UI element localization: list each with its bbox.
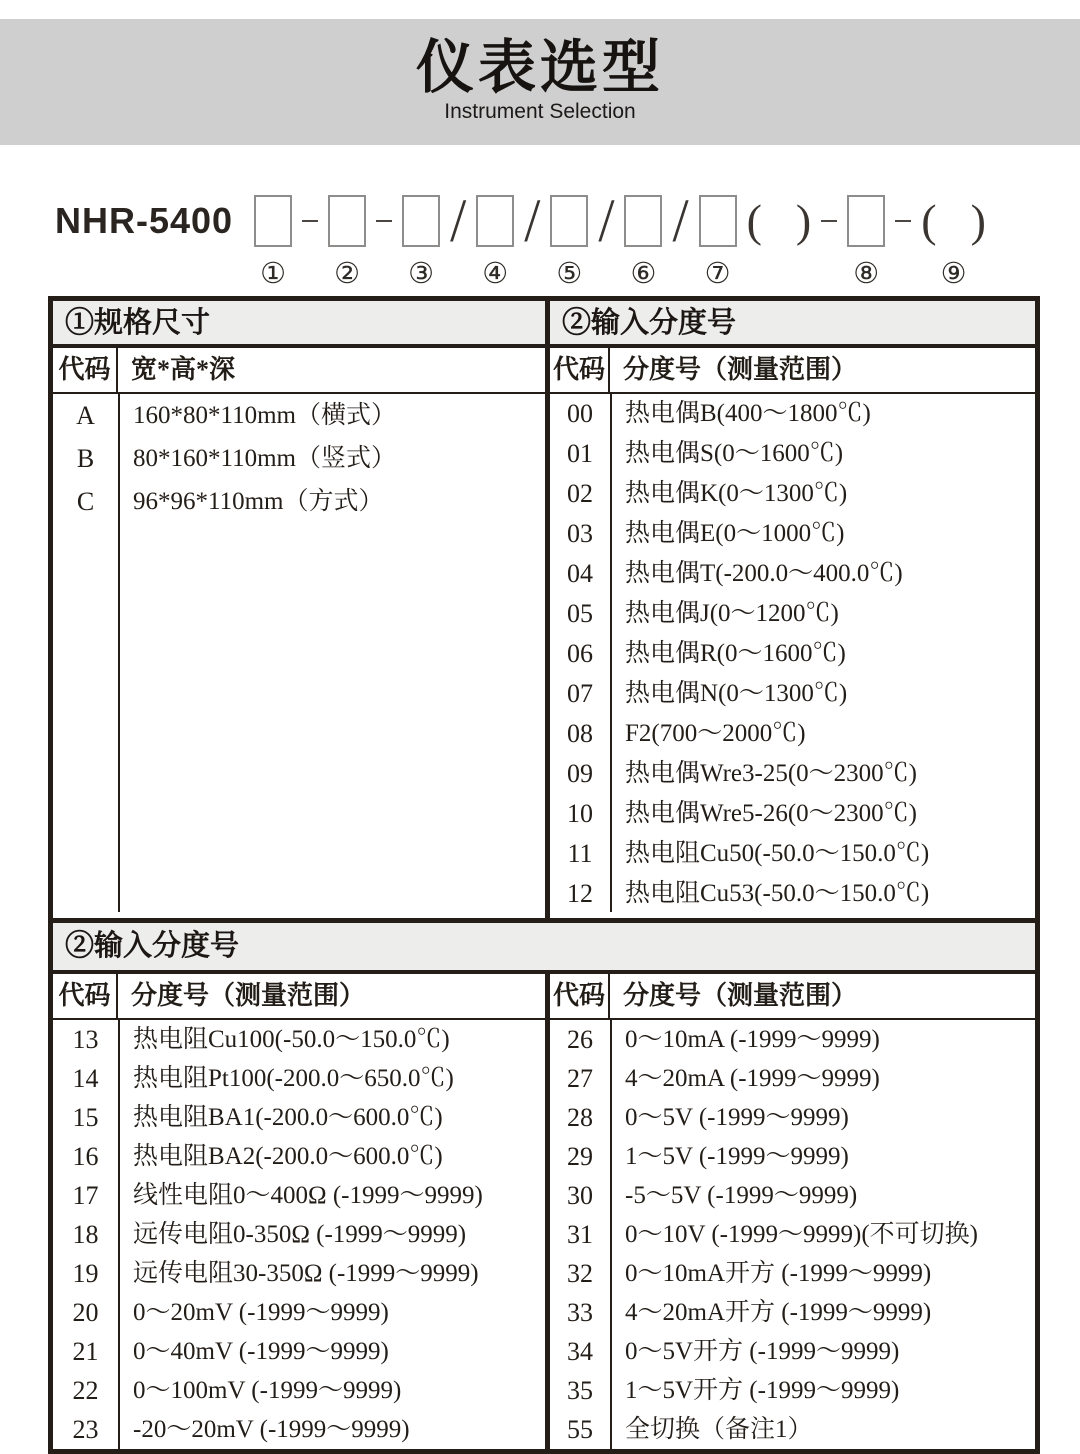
size-spec-header: ①规格尺寸 — [53, 301, 545, 348]
slash-separator — [524, 186, 541, 255]
dash-line — [895, 220, 911, 222]
title-banner — [0, 19, 1080, 145]
row-desc: 热电阻Cu53(-50.0～150.0℃) — [625, 880, 930, 907]
row-code: 03 — [567, 519, 593, 548]
segment-number-label: ⑧ — [853, 256, 880, 290]
input-code-panel-lower-right — [550, 974, 1035, 1449]
table-row — [550, 834, 1035, 874]
slash-glyph: / — [598, 186, 615, 255]
row-desc: 热电阻Cu100(-50.0～150.0℃) — [133, 1026, 450, 1053]
model-code-line — [55, 186, 1045, 292]
table-lower-section — [53, 974, 1035, 1449]
row-desc: 热电偶T(-200.0～400.0℃) — [625, 560, 903, 587]
row-code: 09 — [567, 759, 593, 788]
row-code: 12 — [567, 879, 593, 908]
desc-column-header: 分度号（测量范围） — [131, 981, 366, 1010]
model-segment-dash — [376, 192, 392, 289]
parentheses-placeholder — [747, 192, 812, 250]
dash-separator — [821, 192, 837, 250]
row-desc: 0～5V (-1999～9999) — [625, 1104, 849, 1131]
table-row — [53, 1371, 545, 1410]
code-box — [624, 192, 662, 250]
row-code: 33 — [567, 1298, 593, 1327]
page-subtitle: Instrument Selection — [444, 100, 636, 123]
table-row — [53, 1215, 545, 1254]
row-desc: 热电偶J(0～1200℃) — [625, 600, 839, 627]
code-box-outline — [476, 195, 514, 247]
model-segment-dash — [302, 192, 318, 289]
model-segment-box — [328, 192, 366, 289]
table-row — [53, 1137, 545, 1176]
slash-separator — [598, 186, 615, 255]
desc-column-header: 分度号（测量范围） — [623, 981, 858, 1010]
table-row — [550, 474, 1035, 514]
row-desc: 热电阻BA1(-200.0～600.0℃) — [133, 1104, 443, 1131]
table-row — [550, 554, 1035, 594]
size-spec-rows — [53, 394, 545, 912]
row-code: 22 — [72, 1376, 99, 1405]
parentheses-placeholder — [921, 192, 986, 250]
model-number: NHR-5400 — [55, 200, 234, 241]
input-code-column-header-lower-left — [53, 974, 545, 1020]
row-code: 11 — [567, 839, 593, 868]
table-row — [53, 1176, 545, 1215]
model-code-segments — [249, 186, 991, 290]
row-code: 06 — [567, 639, 593, 668]
table-row — [53, 1020, 545, 1059]
table-row — [53, 1059, 545, 1098]
row-desc: 0～20mV (-1999～9999) — [133, 1299, 389, 1326]
code-box-outline — [254, 195, 292, 247]
row-desc: 0～10mA (-1999～9999) — [625, 1026, 880, 1053]
table-row — [53, 437, 545, 480]
size-spec-column-header — [53, 348, 545, 394]
dash-line — [821, 220, 837, 222]
row-code: 04 — [567, 559, 593, 588]
row-code: 26 — [567, 1025, 593, 1054]
row-code: 08 — [567, 719, 593, 748]
table-row — [550, 594, 1035, 634]
size-spec-panel — [53, 301, 545, 918]
dash-line — [302, 220, 318, 222]
table-row — [550, 1332, 1035, 1371]
row-desc: 全切换（备注1） — [625, 1416, 813, 1443]
model-segment-parens — [747, 192, 812, 289]
row-desc: F2(700～2000℃) — [625, 720, 806, 747]
segment-number-label: ⑥ — [630, 256, 657, 290]
row-desc: 96*96*110mm（方式） — [133, 488, 384, 515]
row-code: 55 — [567, 1415, 593, 1444]
table-row — [550, 1215, 1035, 1254]
table-row — [550, 394, 1035, 434]
code-column-header: 代码 — [550, 348, 610, 392]
table-row — [53, 1410, 545, 1449]
row-desc: 远传电阻0-350Ω (-1999～9999) — [133, 1221, 467, 1248]
table-row — [550, 1059, 1035, 1098]
input-code-panel-lower-left — [53, 974, 545, 1449]
slash-glyph: / — [672, 186, 689, 255]
row-desc: 1～5V (-1999～9999) — [625, 1143, 849, 1170]
table-row — [550, 714, 1035, 754]
row-desc: 4～20mA开方 (-1999～9999) — [625, 1299, 932, 1326]
row-code: 19 — [72, 1259, 99, 1288]
input-code-header-upper: ②输入分度号 — [550, 301, 1035, 348]
row-desc: 80*160*110mm（竖式） — [133, 445, 396, 472]
code-box-outline — [624, 195, 662, 247]
row-desc: 0～40mV (-1999～9999) — [133, 1338, 389, 1365]
row-desc: 热电偶N(0～1300℃) — [625, 680, 848, 707]
dash-line — [376, 220, 392, 222]
desc-column-header: 宽*高*深 — [131, 355, 236, 384]
model-segment-box — [402, 192, 440, 289]
row-desc: 热电偶K(0～1300℃) — [625, 480, 848, 507]
row-code: 02 — [567, 479, 593, 508]
row-code: A — [76, 401, 95, 430]
code-box — [847, 192, 885, 250]
row-desc: 热电偶E(0～1000℃) — [625, 520, 845, 547]
row-code: 07 — [567, 679, 593, 708]
table-row — [550, 1176, 1035, 1215]
segment-number-label: ② — [334, 256, 361, 290]
slash-separator — [450, 186, 467, 255]
table-row — [550, 434, 1035, 474]
row-code: 28 — [567, 1103, 593, 1132]
row-code: 05 — [567, 599, 593, 628]
code-box — [550, 192, 588, 250]
row-code: 16 — [72, 1142, 99, 1171]
row-code: 18 — [72, 1220, 99, 1249]
row-code: 21 — [72, 1337, 99, 1366]
model-segment-box — [847, 192, 885, 289]
row-code: 27 — [567, 1064, 593, 1093]
table-row — [53, 1098, 545, 1137]
model-segment-box — [476, 192, 514, 289]
row-code: 00 — [567, 399, 593, 428]
code-column-header: 代码 — [53, 348, 118, 392]
model-segment-slash — [450, 186, 467, 289]
dash-separator — [376, 192, 392, 250]
slash-separator — [672, 186, 689, 255]
row-code: 13 — [72, 1025, 99, 1054]
model-segment-box — [624, 192, 662, 289]
table-row — [53, 1254, 545, 1293]
slash-glyph: / — [450, 186, 467, 255]
row-desc: 热电偶Wre3-25(0～2300℃) — [625, 760, 917, 787]
table-row — [550, 874, 1035, 914]
table-row — [550, 794, 1035, 834]
table-row — [550, 1293, 1035, 1332]
dash-separator — [895, 192, 911, 250]
model-segment-slash — [598, 186, 615, 289]
row-code: 29 — [567, 1142, 593, 1171]
input-code-panel-upper — [550, 301, 1035, 918]
row-desc: 1～5V开方 (-1999～9999) — [625, 1377, 900, 1404]
row-code: 35 — [567, 1376, 593, 1405]
code-box — [699, 192, 737, 250]
table-upper-section — [53, 301, 1035, 918]
table-row — [550, 1098, 1035, 1137]
slash-glyph: / — [524, 186, 541, 255]
row-desc: 热电阻BA2(-200.0～600.0℃) — [133, 1143, 443, 1170]
desc-column-header: 分度号（测量范围） — [623, 355, 858, 384]
input-code-rows-26-55 — [550, 1020, 1035, 1449]
row-desc: 热电偶R(0～1600℃) — [625, 640, 846, 667]
table-row — [550, 1371, 1035, 1410]
row-code: 10 — [567, 799, 593, 828]
input-code-column-header-upper — [550, 348, 1035, 394]
input-code-rows-13-23 — [53, 1020, 545, 1449]
model-segment-slash — [524, 186, 541, 289]
segment-number-label: ⑨ — [940, 256, 967, 290]
model-segment-box — [550, 192, 588, 289]
row-code: 14 — [72, 1064, 99, 1093]
code-box-outline — [699, 195, 737, 247]
page-title: 仪表选型 — [415, 35, 664, 100]
table-row — [550, 674, 1035, 714]
row-desc: -20～20mV (-1999～9999) — [133, 1416, 410, 1443]
row-code: 23 — [72, 1415, 99, 1444]
segment-number-label: ⑦ — [704, 256, 731, 290]
row-desc: 0～10V (-1999～9999)(不可切换) — [625, 1221, 978, 1248]
table-row — [550, 514, 1035, 554]
code-box-outline — [328, 195, 366, 247]
row-desc: 线性电阻0～400Ω (-1999～9999) — [133, 1182, 483, 1209]
code-box-outline — [402, 195, 440, 247]
row-code: 01 — [567, 439, 593, 468]
row-code: 34 — [567, 1337, 593, 1366]
table-row — [53, 1332, 545, 1371]
model-segment-slash — [672, 186, 689, 289]
code-box — [476, 192, 514, 250]
row-desc: 热电偶Wre5-26(0～2300℃) — [625, 800, 917, 827]
row-desc: 0～100mV (-1999～9999) — [133, 1377, 402, 1404]
row-desc: 热电阻Pt100(-200.0～650.0℃) — [133, 1065, 454, 1092]
segment-number-label: ① — [260, 256, 287, 290]
table-row — [53, 480, 545, 523]
row-code: 30 — [567, 1181, 593, 1210]
model-segment-box — [699, 192, 737, 289]
row-desc: 热电阻Cu50(-50.0～150.0℃) — [625, 840, 930, 867]
table-row — [550, 1254, 1035, 1293]
dash-separator — [302, 192, 318, 250]
model-segment-box — [254, 192, 292, 289]
input-code-header-lower: ②输入分度号 — [53, 918, 1035, 974]
table-row — [53, 394, 545, 437]
row-desc: 热电偶S(0～1600℃) — [625, 440, 844, 467]
row-desc: 0～5V开方 (-1999～9999) — [625, 1338, 900, 1365]
row-code: 15 — [72, 1103, 99, 1132]
parentheses-glyphs: ( ) — [746, 195, 812, 246]
code-column-header: 代码 — [53, 974, 118, 1018]
table-row — [550, 1410, 1035, 1449]
model-segment-dash — [895, 192, 911, 289]
segment-number-label: ⑤ — [556, 256, 583, 290]
table-row — [550, 754, 1035, 794]
row-code: B — [76, 444, 95, 473]
code-box — [254, 192, 292, 250]
row-desc: 热电偶B(400～1800℃) — [625, 400, 871, 427]
code-box-outline — [847, 195, 885, 247]
row-code: 31 — [567, 1220, 593, 1249]
code-box — [328, 192, 366, 250]
table-row — [550, 1137, 1035, 1176]
segment-number-label: ④ — [482, 256, 509, 290]
code-column-header: 代码 — [550, 974, 610, 1018]
row-desc: 4～20mA (-1999～9999) — [625, 1065, 880, 1092]
row-desc: 远传电阻30-350Ω (-1999～9999) — [133, 1260, 479, 1287]
row-desc: -5～5V (-1999～9999) — [625, 1182, 858, 1209]
row-code: 32 — [567, 1259, 593, 1288]
code-box-outline — [550, 195, 588, 247]
row-code: 20 — [72, 1298, 99, 1327]
selection-table — [48, 296, 1040, 1454]
input-code-rows-00-12 — [550, 394, 1035, 912]
row-desc: 160*80*110mm（横式） — [133, 402, 396, 429]
model-segment-dash — [821, 192, 837, 289]
row-code: 17 — [72, 1181, 99, 1210]
row-code: C — [76, 487, 95, 516]
table-row — [53, 1293, 545, 1332]
model-segment-parens — [921, 192, 986, 289]
table-row — [550, 634, 1035, 674]
input-code-column-header-lower-right — [550, 974, 1035, 1020]
row-desc: 0～10mA开方 (-1999～9999) — [625, 1260, 932, 1287]
parentheses-glyphs: ( ) — [921, 195, 986, 246]
segment-number-label: ③ — [408, 256, 435, 290]
table-row — [550, 1020, 1035, 1059]
code-box — [402, 192, 440, 250]
